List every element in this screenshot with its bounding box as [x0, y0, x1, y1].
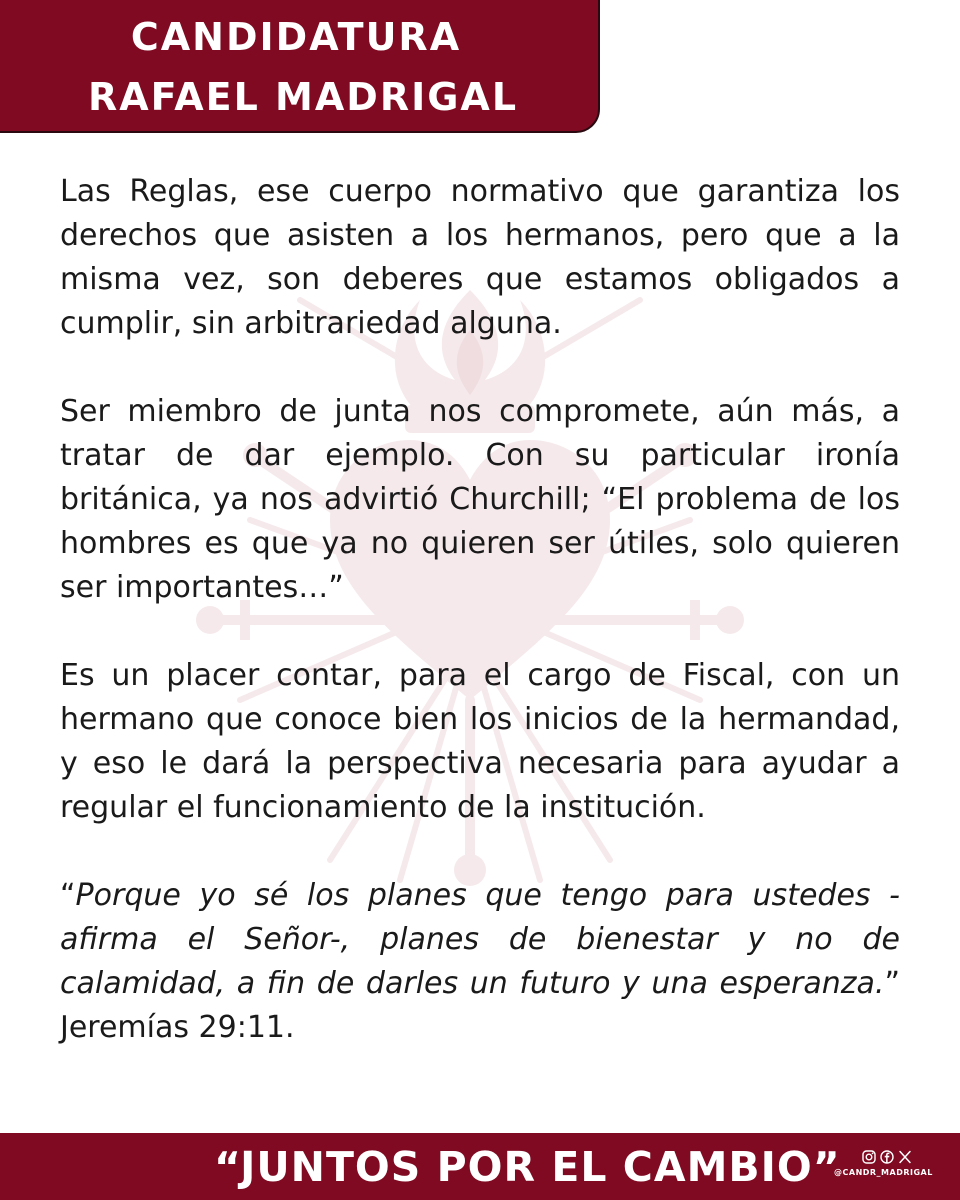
paragraph-reglas: Las Reglas, ese cuerpo normativo que garantiza los derechos que asisten a los hermanos, pero que a la misma vez, son deberes que estamos obligados a cumplir, sin arbitrariedad alguna.	[60, 174, 900, 341]
quote-text: Porque yo sé los planes que tengo para ustedes -afirma el Señor-, planes de bienestar y no de calamidad, a fin de darles un futuro y una esperanza.	[60, 878, 900, 1001]
social-icons	[862, 1149, 912, 1165]
header-banner	[0, 0, 600, 133]
social-handle: @CANDR_MADRIGAL	[834, 1168, 933, 1177]
footer-banner	[0, 1133, 960, 1200]
header-title-line1: CANDIDATURA	[130, 15, 462, 59]
header-title-line2: RAFAEL MADRIGAL	[87, 75, 519, 119]
paragraph-fiscal: Es un placer contar, para el cargo de Fiscal, con un hermano que conoce bien los inicios de la hermandad, y eso le dará la perspectiva necesaria para ayudar a regular el funcionamiento de la institución.	[60, 658, 900, 825]
quote-reference: ” Jeremías 29:11.	[60, 966, 900, 1045]
quote-open-mark: “	[60, 878, 76, 913]
bible-quote	[60, 874, 900, 1050]
social-block	[834, 1147, 944, 1187]
x-icon[interactable]	[898, 1150, 912, 1164]
instagram-icon[interactable]	[862, 1150, 876, 1164]
body-text	[60, 170, 900, 1050]
facebook-icon[interactable]	[880, 1150, 894, 1164]
paragraph-junta: Ser miembro de junta nos compromete, aún más, a tratar de dar ejemplo. Con su particular ironía británica, ya nos advirtió Churchill; “El problema de los hombres es que ya no quieren ser útiles, solo quieren ser importantes…”	[60, 394, 900, 605]
footer-slogan: “JUNTOS POR EL CAMBIO”	[214, 1143, 841, 1191]
